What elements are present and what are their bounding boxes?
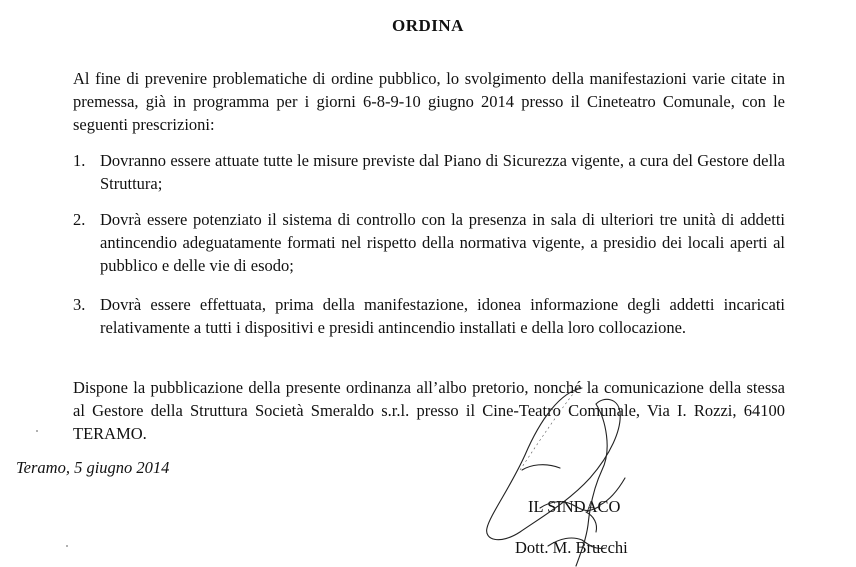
document-heading: ORDINA [392,16,464,35]
list-item-number: 2. [73,210,86,229]
list-item-number: 1. [73,151,86,170]
list-item-text: Dovranno essere attuate tutte le misure previste dal Piano di Sicurezza vigente, a cura del Gestore della Struttura; [100,151,785,193]
list-item-text: Dovrà essere potenziato il sistema di controllo con la presenza in sala di ulteriori tre unità di addetti antincendio adeguatamente formati nel rispetto della normativa vigente, a presidio dei locali aperti al pubblico e delle vie di esodo; [100,210,785,275]
list-item-number: 3. [73,295,86,314]
signer-name: Dott. M. Brucchi [515,538,628,557]
signer-title: IL SINDACO [528,497,621,516]
scan-speck [36,430,38,432]
scan-speck [66,545,68,547]
intro-paragraph: Al fine di prevenire problematiche di ordine pubblico, lo svolgimento della manifestazioni varie citate in premessa, già in programma per i giorni 6-8-9-10 giugno 2014 presso il Cineteatro Comunale, con le seguenti prescrizioni: [73,69,785,134]
list-item [73,149,785,195]
list-item-text: Dovrà essere effettuata, prima della manifestazione, idonea informazione degli addetti incaricati relativamente a tutti i dispositivi e presidi antincendio installati e della loro collocazione. [100,295,785,337]
closing-paragraph: Dispone la pubblicazione della presente ordinanza all’albo pretorio, nonché la comunicazione della stessa al Gestore della Struttura Società Smeraldo s.r.l. presso il Cine-Teatro Comunale, Via I. Rozzi, 64100 TERAMO. [73,378,785,443]
list-item [73,208,785,277]
list-item [73,293,785,339]
document-date: Teramo, 5 giugno 2014 [16,458,170,477]
